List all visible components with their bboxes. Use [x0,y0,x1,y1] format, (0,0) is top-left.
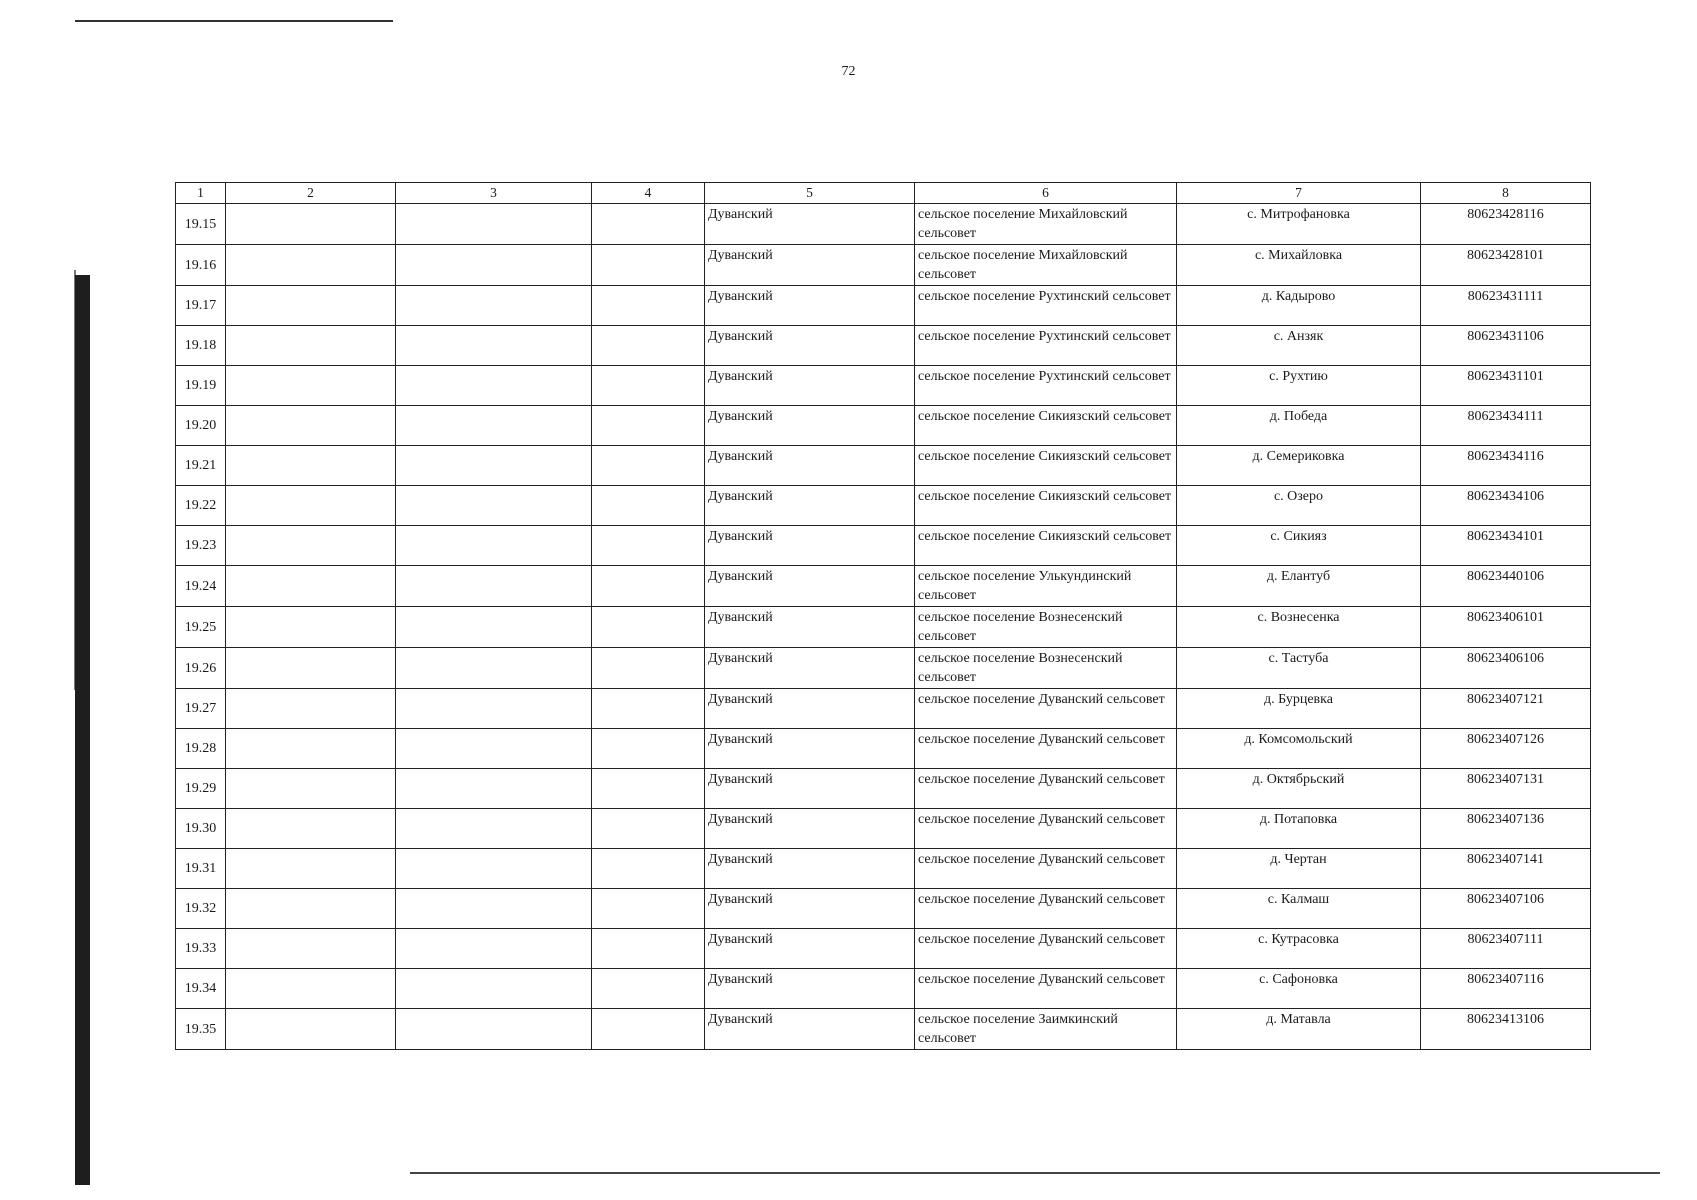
oktmo-code-cell: 80623434106 [1421,486,1591,526]
top-rule [75,20,393,22]
table-row [176,366,1591,406]
municipality-cell: сельское поселение Михайловский сельсовет [915,204,1177,245]
empty-cell [396,929,592,969]
empty-cell [226,969,396,1009]
empty-cell [592,204,705,245]
district-cell: Дуванский [705,366,915,406]
empty-cell [592,607,705,648]
municipality-cell: сельское поселение Вознесенский сельсовет [915,648,1177,689]
empty-cell [226,648,396,689]
empty-cell [592,929,705,969]
oktmo-code-cell: 80623407116 [1421,969,1591,1009]
municipality-cell: сельское поселение Заимкинский сельсовет [915,1009,1177,1050]
row-number: 19.15 [176,204,226,245]
empty-cell [226,526,396,566]
column-header: 3 [396,183,592,204]
empty-cell [592,889,705,929]
table-row [176,769,1591,809]
oktmo-code-cell: 80623434101 [1421,526,1591,566]
row-number: 19.21 [176,446,226,486]
empty-cell [396,849,592,889]
row-number: 19.19 [176,366,226,406]
column-header: 8 [1421,183,1591,204]
empty-cell [592,729,705,769]
empty-cell [226,769,396,809]
settlement-cell: д. Кадырово [1177,286,1421,326]
municipality-cell: сельское поселение Дуванский сельсовет [915,809,1177,849]
empty-cell [592,969,705,1009]
settlement-cell: д. Семериковка [1177,446,1421,486]
oktmo-code-cell: 80623431106 [1421,326,1591,366]
empty-cell [396,406,592,446]
page-number: 72 [841,64,856,79]
municipality-cell: сельское поселение Сикиязский сельсовет [915,486,1177,526]
row-number: 19.20 [176,406,226,446]
row-number: 19.31 [176,849,226,889]
column-header: 6 [915,183,1177,204]
empty-cell [226,689,396,729]
row-number: 19.30 [176,809,226,849]
table-row [176,286,1591,326]
empty-cell [226,1009,396,1050]
table-row [176,486,1591,526]
district-cell: Дуванский [705,245,915,286]
empty-cell [226,286,396,326]
municipality-cell: сельское поселение Сикиязский сельсовет [915,446,1177,486]
empty-cell [592,809,705,849]
district-cell: Дуванский [705,729,915,769]
empty-cell [396,486,592,526]
oktmo-code-cell: 80623431111 [1421,286,1591,326]
oktmo-code-cell: 80623407121 [1421,689,1591,729]
table-row [176,729,1591,769]
column-header: 5 [705,183,915,204]
settlement-cell: д. Чертан [1177,849,1421,889]
empty-cell [226,889,396,929]
column-header: 7 [1177,183,1421,204]
settlement-cell: д. Октябрьский [1177,769,1421,809]
municipality-cell: сельское поселение Михайловский сельсовет [915,245,1177,286]
row-number: 19.17 [176,286,226,326]
table-row [176,406,1591,446]
empty-cell [226,607,396,648]
district-cell: Дуванский [705,889,915,929]
municipality-cell: сельское поселение Дуванский сельсовет [915,929,1177,969]
district-cell: Дуванский [705,406,915,446]
table-row [176,809,1591,849]
district-cell: Дуванский [705,607,915,648]
empty-cell [396,607,592,648]
column-header: 4 [592,183,705,204]
settlement-cell: с. Анзяк [1177,326,1421,366]
column-header: 2 [226,183,396,204]
table-header-row [176,183,1591,204]
empty-cell [592,286,705,326]
table-row [176,607,1591,648]
row-number: 19.24 [176,566,226,607]
oktmo-code-cell: 80623407126 [1421,729,1591,769]
empty-cell [396,969,592,1009]
empty-cell [396,689,592,729]
settlement-cell: с. Сафоновка [1177,969,1421,1009]
settlement-cell: с. Тастуба [1177,648,1421,689]
municipality-cell: сельское поселение Рухтинский сельсовет [915,366,1177,406]
district-cell: Дуванский [705,204,915,245]
oktmo-code-cell: 80623434116 [1421,446,1591,486]
empty-cell [396,204,592,245]
settlement-cell: д. Комсомольский [1177,729,1421,769]
empty-cell [396,446,592,486]
table-row [176,326,1591,366]
empty-cell [592,406,705,446]
empty-cell [226,406,396,446]
municipality-cell: сельское поселение Дуванский сельсовет [915,969,1177,1009]
settlement-cell: с. Озеро [1177,486,1421,526]
district-cell: Дуванский [705,849,915,889]
district-cell: Дуванский [705,769,915,809]
municipality-cell: сельское поселение Рухтинский сельсовет [915,286,1177,326]
district-cell: Дуванский [705,929,915,969]
oktmo-code-cell: 80623407131 [1421,769,1591,809]
oktmo-code-cell: 80623407111 [1421,929,1591,969]
row-number: 19.29 [176,769,226,809]
settlement-cell: д. Бурцевка [1177,689,1421,729]
settlement-cell: с. Вознесенка [1177,607,1421,648]
oktmo-code-cell: 80623407136 [1421,809,1591,849]
empty-cell [592,486,705,526]
settlement-cell: с. Кутрасовка [1177,929,1421,969]
district-cell: Дуванский [705,969,915,1009]
row-number: 19.26 [176,648,226,689]
municipality-cell: сельское поселение Дуванский сельсовет [915,729,1177,769]
settlement-cell: с. Сикияз [1177,526,1421,566]
empty-cell [592,526,705,566]
empty-cell [592,566,705,607]
oktmo-code-cell: 80623434111 [1421,406,1591,446]
empty-cell [592,326,705,366]
empty-cell [592,769,705,809]
table-row [176,566,1591,607]
table-row [176,889,1591,929]
municipality-cell: сельское поселение Дуванский сельсовет [915,689,1177,729]
table-row [176,689,1591,729]
row-number: 19.35 [176,1009,226,1050]
empty-cell [396,729,592,769]
bottom-rule [410,1172,1660,1174]
district-cell: Дуванский [705,286,915,326]
municipality-cell: сельское поселение Вознесенский сельсовет [915,607,1177,648]
district-cell: Дуванский [705,689,915,729]
settlement-cell: д. Потаповка [1177,809,1421,849]
empty-cell [592,366,705,406]
table-row [176,446,1591,486]
empty-cell [592,1009,705,1050]
empty-cell [396,245,592,286]
table-row [176,204,1591,245]
row-number: 19.33 [176,929,226,969]
row-number: 19.23 [176,526,226,566]
row-number: 19.22 [176,486,226,526]
district-cell: Дуванский [705,446,915,486]
table-row [176,969,1591,1009]
district-cell: Дуванский [705,526,915,566]
district-cell: Дуванский [705,648,915,689]
empty-cell [396,526,592,566]
empty-cell [226,809,396,849]
municipality-cell: сельское поселение Дуванский сельсовет [915,849,1177,889]
empty-cell [396,566,592,607]
municipality-cell: сельское поселение Дуванский сельсовет [915,769,1177,809]
oktmo-code-cell: 80623406101 [1421,607,1591,648]
district-cell: Дуванский [705,326,915,366]
oktmo-code-cell: 80623407141 [1421,849,1591,889]
empty-cell [396,889,592,929]
empty-cell [226,929,396,969]
oktmo-code-cell: 80623407106 [1421,889,1591,929]
oktmo-code-cell: 80623413106 [1421,1009,1591,1050]
settlement-cell: с. Митрофановка [1177,204,1421,245]
empty-cell [226,486,396,526]
oktmo-code-cell: 80623440106 [1421,566,1591,607]
table-row [176,526,1591,566]
row-number: 19.34 [176,969,226,1009]
municipality-cell: сельское поселение Дуванский сельсовет [915,889,1177,929]
settlement-cell: д. Елантуб [1177,566,1421,607]
municipality-cell: сельское поселение Сикиязский сельсовет [915,406,1177,446]
district-cell: Дуванский [705,1009,915,1050]
municipality-cell: сельское поселение Улькундинский сельсовет [915,566,1177,607]
empty-cell [226,446,396,486]
row-number: 19.32 [176,889,226,929]
row-number: 19.28 [176,729,226,769]
empty-cell [226,326,396,366]
table-body [176,183,1591,1050]
empty-cell [592,849,705,889]
empty-cell [226,245,396,286]
district-cell: Дуванский [705,809,915,849]
district-cell: Дуванский [705,566,915,607]
empty-cell [592,689,705,729]
settlement-cell: с. Михайловка [1177,245,1421,286]
district-cell: Дуванский [705,486,915,526]
settlements-table [175,182,1591,1050]
empty-cell [396,1009,592,1050]
settlement-cell: д. Матавла [1177,1009,1421,1050]
empty-cell [592,648,705,689]
row-number: 19.25 [176,607,226,648]
table-row [176,648,1591,689]
row-number: 19.16 [176,245,226,286]
table-row [176,1009,1591,1050]
empty-cell [396,326,592,366]
table-row [176,849,1591,889]
empty-cell [592,446,705,486]
empty-cell [226,204,396,245]
municipality-cell: сельское поселение Рухтинский сельсовет [915,326,1177,366]
municipality-cell: сельское поселение Сикиязский сельсовет [915,526,1177,566]
empty-cell [226,729,396,769]
oktmo-code-cell: 80623428116 [1421,204,1591,245]
empty-cell [226,366,396,406]
settlement-cell: с. Калмаш [1177,889,1421,929]
oktmo-code-cell: 80623428101 [1421,245,1591,286]
empty-cell [396,648,592,689]
empty-cell [396,809,592,849]
empty-cell [396,286,592,326]
column-header: 1 [176,183,226,204]
empty-cell [396,769,592,809]
empty-cell [226,849,396,889]
settlement-cell: с. Рухтию [1177,366,1421,406]
scan-edge-bar [75,275,90,1185]
empty-cell [592,245,705,286]
row-number: 19.18 [176,326,226,366]
settlement-cell: д. Победа [1177,406,1421,446]
empty-cell [396,366,592,406]
table-row [176,245,1591,286]
oktmo-code-cell: 80623406106 [1421,648,1591,689]
empty-cell [226,566,396,607]
table-row [176,929,1591,969]
row-number: 19.27 [176,689,226,729]
oktmo-code-cell: 80623431101 [1421,366,1591,406]
